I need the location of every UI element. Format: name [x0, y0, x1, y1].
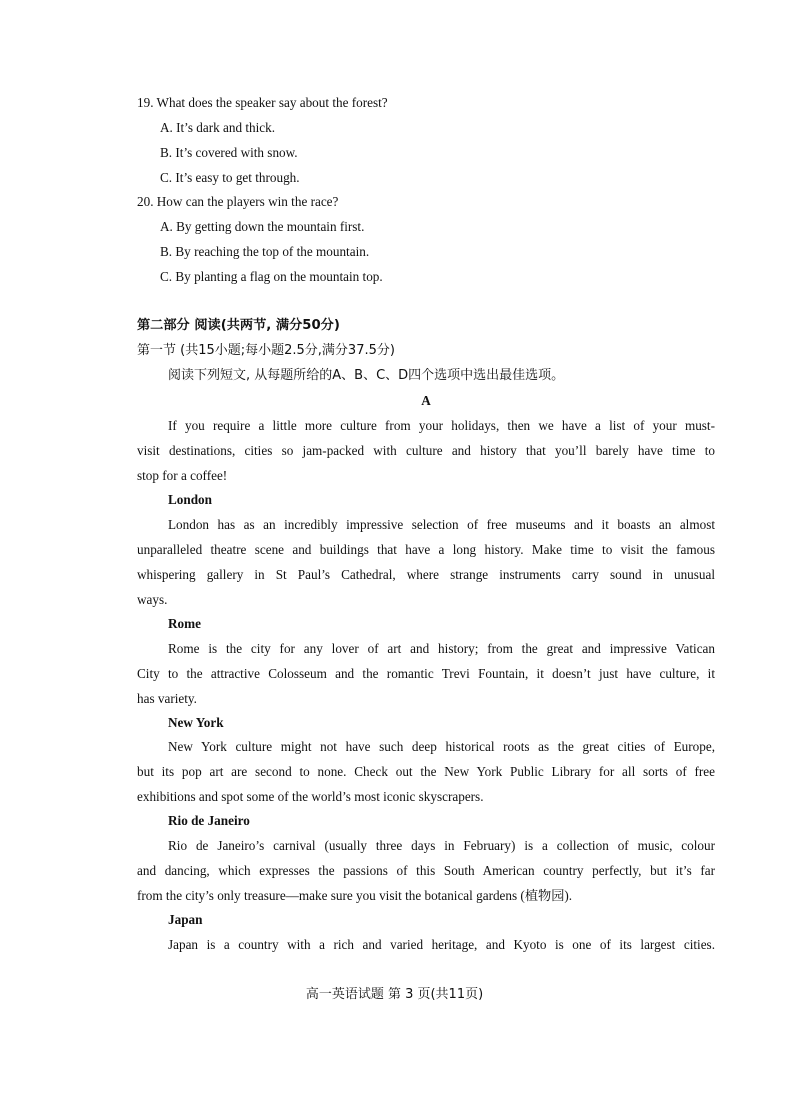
- q19-option-a: A. It’s dark and thick.: [160, 120, 275, 135]
- instruction: 阅读下列短文, 从每题所给的A、B、C、D四个选项中选出最佳选项。: [168, 368, 565, 383]
- rio-line: Rio de Janeiro’s carnival (usually three days in February) is a collection of music, colour: [168, 838, 715, 853]
- london-line: London has as an incredibly impressive selection of free museums and it boasts an almost: [168, 517, 715, 532]
- heading-rome: Rome: [168, 616, 201, 631]
- intro-line: visit destinations, cities so jam-packed with culture and history that you’ll barely have time to: [137, 443, 715, 458]
- newyork-line: but its pop art are second to none. Check out the New York Public Library for all sorts of free: [137, 764, 715, 779]
- rio-line: from the city’s only treasure—make sure you visit the botanical gardens (植物园).: [137, 888, 573, 903]
- heading-japan: Japan: [168, 912, 203, 927]
- intro-line: If you require a little more culture from your holidays, then we have a list of your must-: [168, 418, 715, 433]
- q19-option-c: C. It’s easy to get through.: [160, 170, 300, 185]
- q19-option-b: B. It’s covered with snow.: [160, 145, 298, 160]
- q20-option-b: B. By reaching the top of the mountain.: [160, 244, 370, 259]
- heading-london: London: [168, 492, 212, 507]
- rome-line: has variety.: [137, 691, 197, 706]
- intro-line: stop for a coffee!: [137, 468, 228, 483]
- heading-rio: Rio de Janeiro: [168, 813, 250, 828]
- part-title: 第二部分 阅读(共两节, 满分50分): [137, 318, 340, 333]
- rio-line: and dancing, which expresses the passions of this South American country perfectly, but it’s far: [137, 863, 715, 878]
- section-title: 第一节 (共15小题;每小题2.5分,满分37.5分): [137, 343, 395, 358]
- rome-line: Rome is the city for any lover of art and history; from the great and impressive Vatican: [168, 641, 715, 656]
- q19-stem: 19. What does the speaker say about the forest?: [137, 95, 388, 110]
- japan-line: Japan is a country with a rich and varied heritage, and Kyoto is one of its largest cities.: [168, 937, 715, 952]
- london-line: unparalleled theatre scene and buildings that have a long history. Make time to visit the famous: [137, 542, 715, 557]
- q20-option-a: A. By getting down the mountain first.: [160, 219, 365, 234]
- london-line: ways.: [137, 592, 168, 607]
- london-line: whispering gallery in St Paul’s Cathedral, where strange instruments carry sound in unusual: [137, 567, 715, 582]
- newyork-line: exhibitions and spot some of the world’s most iconic skyscrapers.: [137, 789, 484, 804]
- q20-option-c: C. By planting a flag on the mountain top.: [160, 269, 383, 284]
- heading-new-york: New York: [168, 715, 224, 730]
- page-footer: 高一英语试题 第 3 页(共11页): [305, 987, 484, 1002]
- passage-label: A: [421, 393, 431, 408]
- newyork-line: New York culture might not have such deep historical roots as the great cities of Europe,: [168, 739, 715, 754]
- q20-stem: 20. How can the players win the race?: [137, 194, 339, 209]
- rome-line: City to the attractive Colosseum and the romantic Trevi Fountain, it doesn’t just have culture, it: [137, 666, 715, 681]
